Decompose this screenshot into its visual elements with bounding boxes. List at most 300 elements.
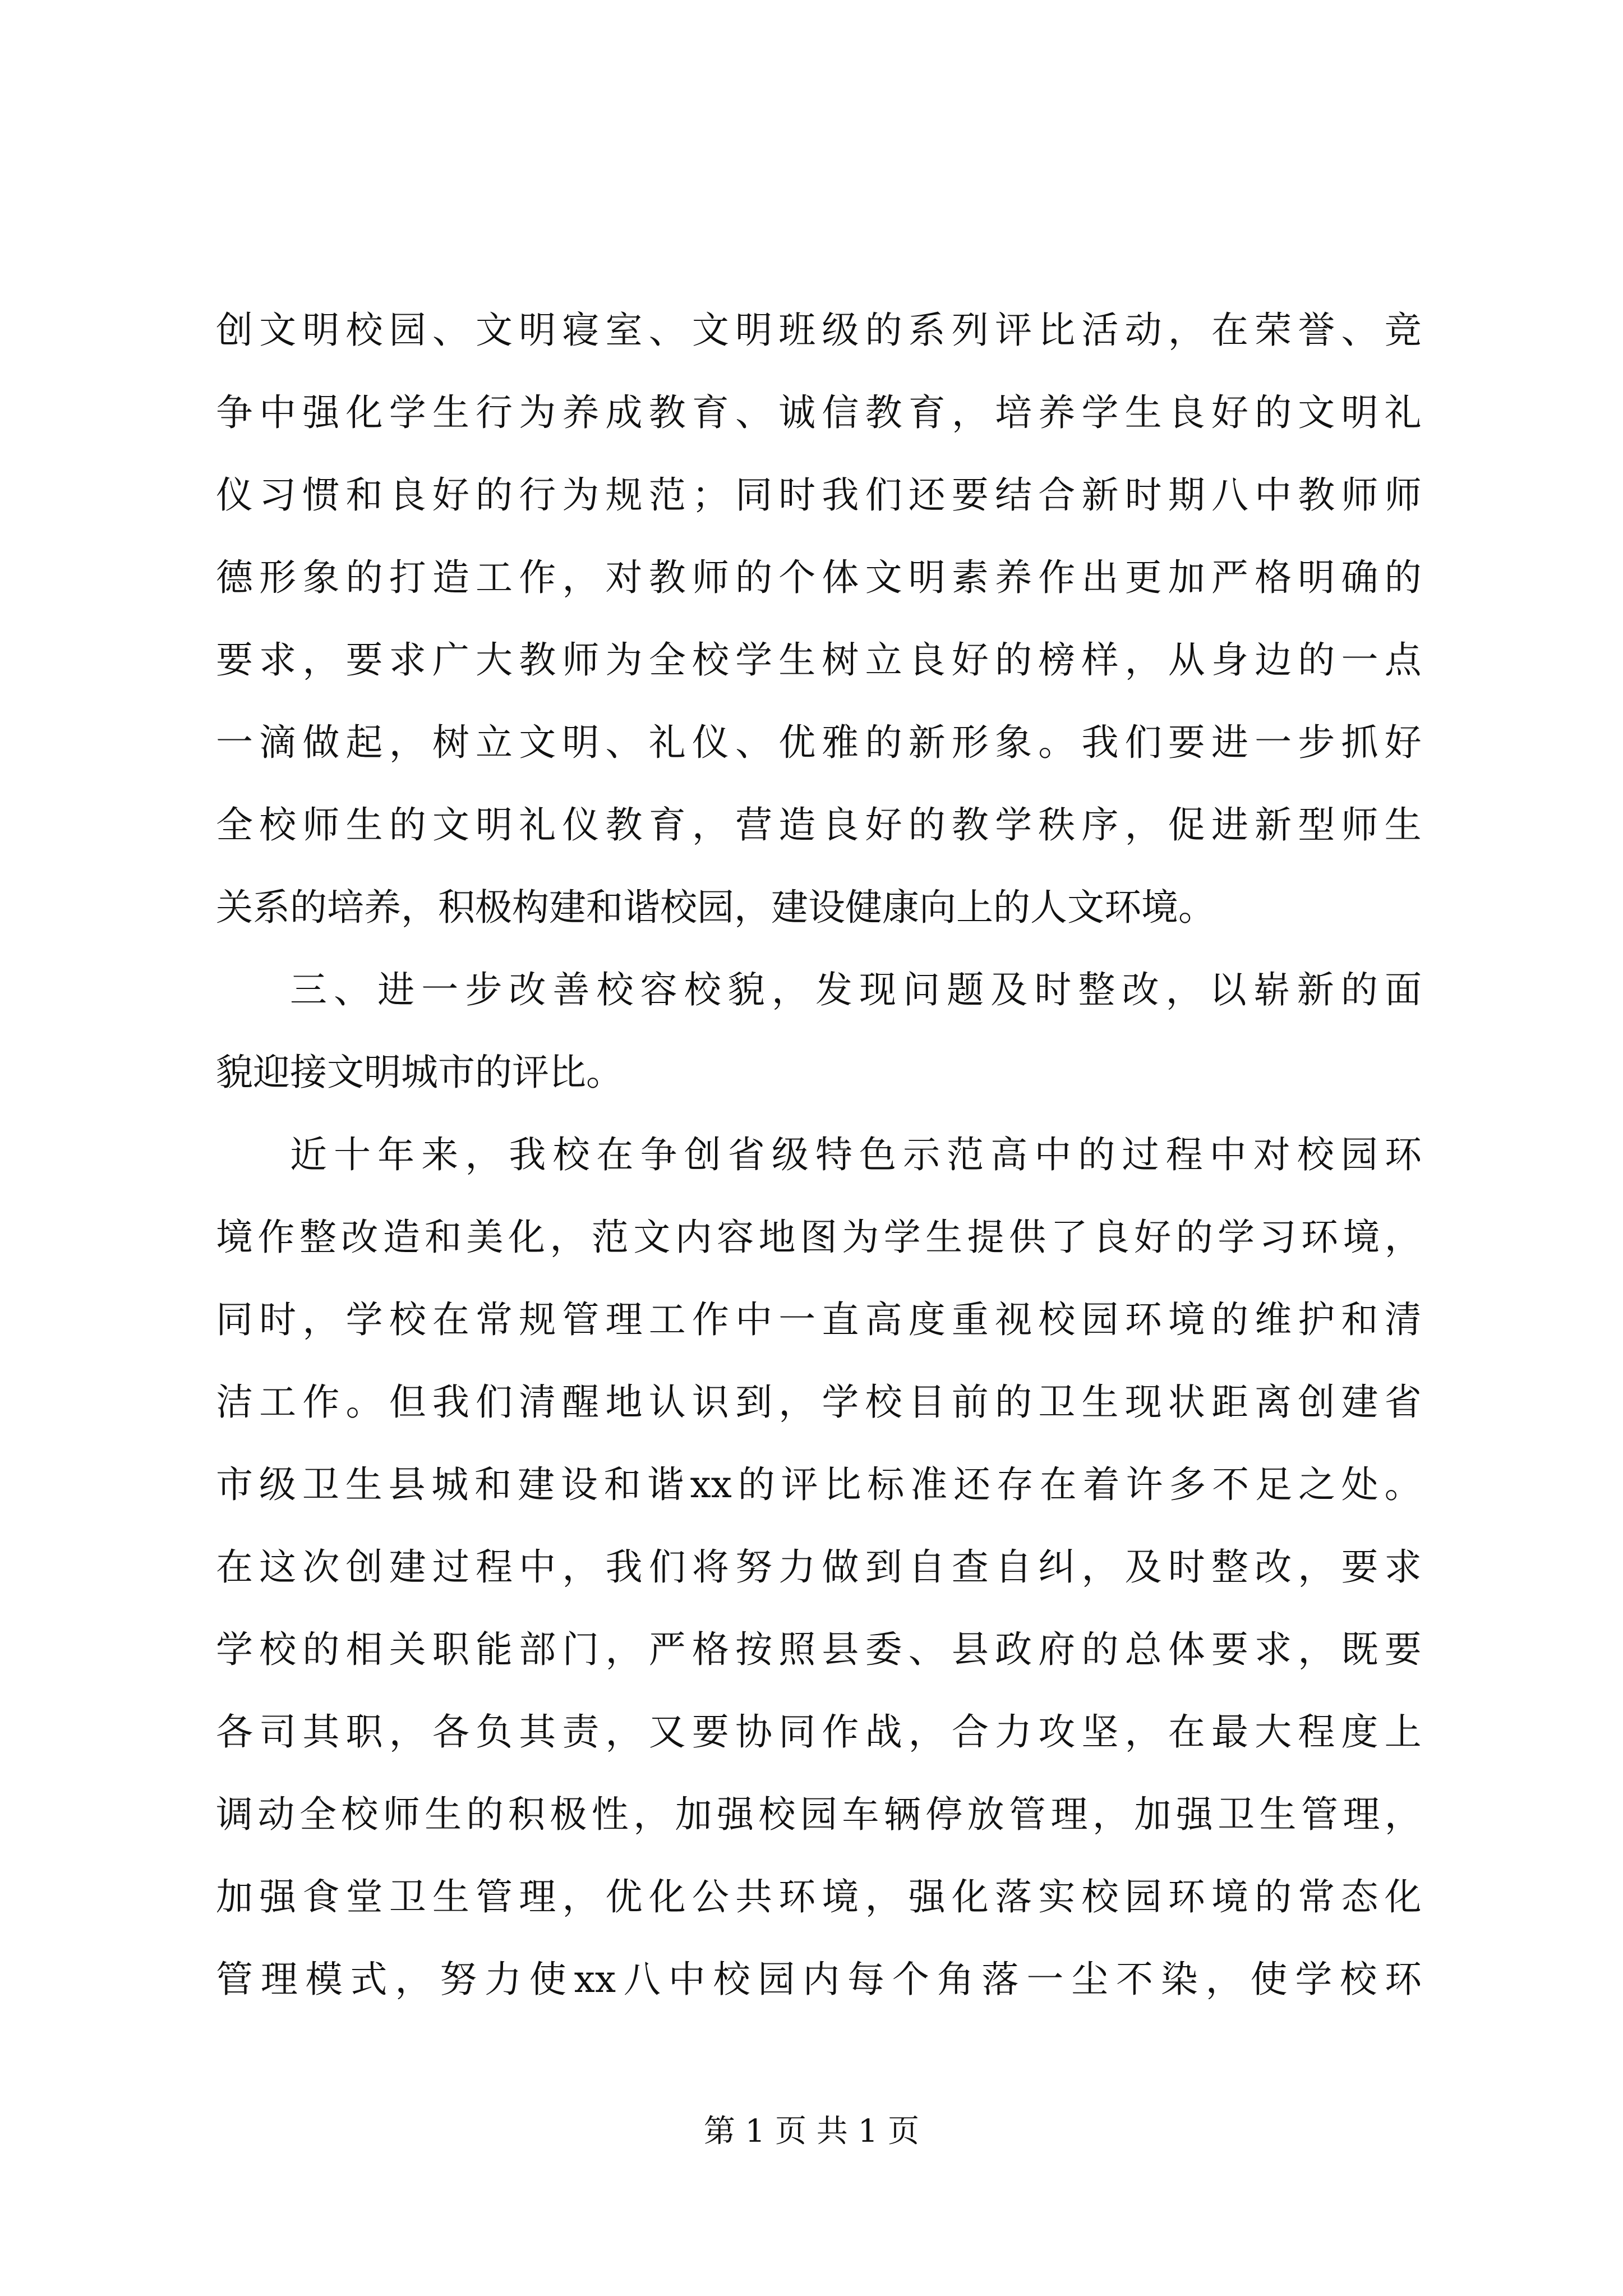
glyph: 习 [1259,1216,1297,1259]
text-line [216,1608,1422,1691]
glyph: 、 [1341,309,1378,352]
glyph: 图 [800,1216,837,1259]
glyph: 积 [508,1793,545,1836]
glyph: 师 [562,638,600,682]
glyph: 堂 [345,1875,383,1918]
glyph: 文 [259,309,297,352]
glyph: 为 [562,473,600,517]
text-line [216,536,1422,619]
glyph: 状 [1168,1381,1205,1424]
text-line [216,1443,1422,1526]
glyph: 打 [389,556,426,599]
glyph: 理 [1050,1793,1088,1836]
glyph: 好 [1211,391,1248,434]
glyph: ， [562,1545,600,1589]
glyph: ， [605,1710,643,1754]
glyph: 卫 [1218,1793,1255,1836]
glyph: 改 [1122,968,1159,1011]
glyph: 促 [1168,803,1205,846]
glyph: 洁 [216,1381,253,1424]
glyph: 县 [951,1628,989,1671]
glyph: 在 [216,1545,253,1589]
glyph: 理 [605,1298,643,1341]
glyph: 们 [865,473,902,517]
glyph: 存 [996,1463,1034,1506]
glyph: 理 [519,1875,556,1918]
glyph: 营 [735,803,773,846]
glyph: 努 [440,1958,477,2001]
glyph: ， [1081,1545,1119,1589]
glyph: 边 [1255,638,1292,682]
glyph: 起 [345,721,383,764]
glyph: ， [908,1710,946,1754]
glyph: 生 [1384,803,1422,846]
glyph: 、 [605,721,643,764]
glyph: 生 [1259,1793,1297,1836]
glyph: 抓 [1341,721,1378,764]
glyph: ， [389,721,426,764]
glyph: 八 [1211,473,1248,517]
glyph: 县 [822,1628,859,1671]
glyph: 。 [1038,721,1076,764]
glyph: 处 [1341,1463,1378,1506]
glyph: 明 [1298,556,1335,599]
glyph: 度 [908,1298,946,1341]
glyph: 校 [713,1958,750,2001]
glyph: 求 [389,638,426,682]
glyph: 建 [1341,1381,1378,1424]
glyph: 政 [995,1628,1032,1671]
text-line [216,1278,1422,1361]
glyph: ， [771,968,809,1011]
glyph: 各 [216,1710,253,1754]
glyph: xx [690,1463,732,1506]
glyph: 发 [815,968,852,1011]
glyph: 力 [484,1958,522,2001]
glyph: 设 [560,1463,598,1506]
glyph: 时 [259,1298,297,1341]
glyph: 文 [476,309,513,352]
glyph: 严 [648,1628,686,1671]
glyph: 和 [425,1216,462,1259]
glyph: 校 [596,968,634,1011]
glyph: 色 [859,1133,897,1176]
text-line [216,1856,1422,1938]
glyph: 的 [466,1793,504,1836]
glyph: 要 [1341,1545,1378,1589]
glyph: 高 [865,1298,902,1341]
glyph: 标 [867,1463,905,1506]
glyph: 共 [735,1875,773,1918]
glyph: 能 [476,1628,513,1671]
glyph: 面 [1384,968,1422,1011]
glyph: 但 [389,1381,426,1424]
glyph: 生 [432,391,469,434]
glyph: 部 [519,1628,556,1671]
glyph: 总 [1124,1628,1162,1671]
text-line [216,1361,1422,1443]
glyph: 落 [995,1875,1032,1918]
glyph: 型 [1298,803,1335,846]
glyph: 新 [1297,968,1334,1011]
glyph: 目 [908,1381,946,1424]
glyph: 为 [842,1216,879,1259]
glyph: 合 [1038,473,1076,517]
glyph: 步 [465,968,502,1011]
glyph: ， [1298,1545,1335,1589]
glyph: 维 [1255,1298,1292,1341]
glyph: 滴 [259,721,297,764]
glyph: 又 [648,1710,686,1754]
glyph: 整 [1211,1545,1248,1589]
glyph: 职 [345,1710,383,1754]
glyph: 的 [1081,1628,1119,1671]
glyph: 师 [1341,803,1378,846]
glyph: 境 [1168,1298,1205,1341]
glyph: 校 [865,1381,902,1424]
glyph: 造 [778,803,816,846]
glyph: 三 [290,968,327,1011]
glyph: 全 [299,1793,336,1836]
glyph: 强 [717,1793,754,1836]
glyph: 求 [1384,1545,1422,1589]
glyph: 善 [552,968,590,1011]
glyph: 查 [951,1545,989,1589]
glyph: 式 [350,1958,388,2001]
glyph: 染 [1160,1958,1198,2001]
glyph: 纠 [1038,1545,1076,1589]
glyph: 学 [389,391,426,434]
glyph: 体 [822,556,859,599]
text-line [216,949,1422,1031]
glyph: 进 [377,968,415,1011]
glyph: ， [395,1958,432,2001]
glyph: 地 [605,1381,643,1424]
glyph: 努 [735,1545,773,1589]
glyph: 谐 [647,1463,684,1506]
glyph: 的 [1211,1298,1248,1341]
glyph: 进 [1211,803,1248,846]
glyph: 养 [1038,391,1076,434]
glyph: 师 [382,1793,420,1836]
glyph: 使 [1250,1958,1288,2001]
glyph: 环 [778,1875,816,1918]
glyph: 学 [995,803,1032,846]
glyph: 全 [216,803,253,846]
glyph: 自 [908,1545,946,1589]
glyph: 体 [1168,1628,1205,1671]
glyph: 合 [951,1710,989,1754]
glyph: 多 [1169,1463,1206,1506]
glyph: ， [1124,1710,1162,1754]
glyph: 的 [865,309,902,352]
glyph: 明 [476,803,513,846]
glyph: 中 [1209,1133,1247,1176]
text-line [216,371,1422,454]
glyph: 榜 [1038,638,1076,682]
text-line [216,1691,1422,1773]
glyph: 省 [727,1133,765,1176]
glyph: 格 [1255,556,1292,599]
glyph: 其 [519,1710,556,1754]
glyph: 其 [302,1710,340,1754]
glyph: 同 [778,1710,816,1754]
glyph: ， [1092,1793,1129,1836]
glyph: 校 [691,638,729,682]
glyph: ， [1384,1793,1422,1836]
glyph: ， [778,1381,816,1424]
glyph: 培 [995,391,1032,434]
glyph: 时 [1168,1545,1205,1589]
text-line [216,1526,1422,1608]
glyph: 要 [1168,721,1205,764]
glyph: 、 [648,309,686,352]
glyph: 化 [648,1875,686,1918]
glyph: 诚 [778,391,816,434]
glyph: 力 [778,1545,816,1589]
glyph: 校 [341,1793,379,1836]
glyph: 到 [735,1381,773,1424]
glyph: 这 [259,1545,297,1589]
glyph: 惯 [302,473,340,517]
glyph: ， [302,638,340,682]
glyph: ， [951,391,989,434]
glyph: 工 [476,556,513,599]
glyph: 提 [967,1216,1004,1259]
glyph: 要 [951,473,989,517]
glyph: 园 [800,1793,837,1836]
glyph: 个 [892,1958,929,2001]
glyph: 生 [1081,1381,1119,1424]
glyph: 序 [1081,803,1119,846]
glyph: 化 [1384,1875,1422,1918]
glyph: 良 [389,473,426,517]
glyph: 的 [302,1628,340,1671]
glyph: 学 [822,1381,859,1424]
glyph: 醒 [562,1381,600,1424]
glyph: 级 [822,309,859,352]
glyph: 视 [995,1298,1032,1341]
glyph: 整 [1078,968,1115,1011]
glyph: 不 [1212,1463,1249,1506]
glyph: 好 [432,473,469,517]
glyph: 工 [259,1381,297,1424]
glyph: 明 [302,309,340,352]
glyph: 卫 [302,1463,339,1506]
glyph: 作 [822,1710,859,1754]
glyph: 食 [302,1875,340,1918]
glyph: 良 [1092,1216,1129,1259]
glyph: 教 [648,391,686,434]
glyph: 比 [824,1463,861,1506]
glyph: 地 [758,1216,796,1259]
glyph: 以 [1209,968,1247,1011]
glyph: 强 [908,1875,946,1918]
glyph: 建 [389,1545,426,1589]
glyph: 养 [995,556,1032,599]
glyph: 供 [1009,1216,1046,1259]
glyph: 最 [1211,1710,1248,1754]
page-footer: 第 1 页 共 1 页 [703,2113,920,2150]
glyph: 整 [299,1216,336,1259]
glyph: 加 [216,1875,253,1918]
glyph: 礼 [1384,391,1422,434]
glyph: 着 [1082,1463,1120,1506]
glyph: 评 [995,309,1032,352]
glyph: 教 [519,638,556,682]
glyph: 为 [519,391,556,434]
glyph: 明 [519,309,556,352]
glyph: 对 [1253,1133,1290,1176]
glyph: 作 [519,556,556,599]
glyph: 要 [216,638,253,682]
glyph: 年 [377,1133,415,1176]
glyph: 一 [778,1298,816,1341]
glyph: 每 [847,1958,885,2001]
glyph: 新 [908,721,946,764]
text-line [216,784,1422,866]
glyph: 责 [562,1710,600,1754]
glyph: 城 [431,1463,469,1506]
glyph: 尘 [1071,1958,1109,2001]
glyph: 委 [865,1628,902,1671]
glyph: 学 [1218,1216,1255,1259]
glyph: 一 [1341,638,1378,682]
glyph: 高 [990,1133,1028,1176]
glyph: 范 [648,473,686,517]
glyph: 中 [259,391,297,434]
glyph: 将 [691,1545,729,1589]
glyph: 规 [519,1298,556,1341]
glyph: 对 [605,556,643,599]
glyph: 八 [623,1958,661,2001]
glyph: 德 [216,556,253,599]
glyph: 学 [345,1298,383,1341]
glyph: 及 [990,968,1028,1011]
glyph: 养 [562,391,600,434]
glyph: 新 [1081,473,1119,517]
glyph: 在 [596,1133,634,1176]
glyph: 争 [640,1133,677,1176]
glyph: 环 [1384,1133,1422,1176]
glyph: 学 [883,1216,921,1259]
glyph: 生 [778,638,816,682]
glyph: 改 [341,1216,379,1259]
glyph: 优 [605,1875,643,1918]
glyph: 作 [257,1216,295,1259]
glyph: 不 [1116,1958,1154,2001]
glyph: 文 [519,721,556,764]
glyph: 环 [1124,1298,1162,1341]
glyph: 生 [1124,391,1162,434]
glyph: 境 [216,1216,253,1259]
text-line [216,1938,1422,2021]
glyph: 树 [822,638,859,682]
glyph: 范 [591,1216,629,1259]
glyph: 要 [1384,1628,1422,1671]
glyph: 象 [302,556,340,599]
glyph: 好 [865,803,902,846]
glyph: 进 [1211,721,1248,764]
glyph: 文 [1298,391,1335,434]
glyph: 改 [509,968,546,1011]
glyph: 室 [605,309,643,352]
glyph: 管 [216,1958,253,2001]
glyph: 化 [345,391,383,434]
glyph: 管 [562,1298,600,1341]
glyph: 同 [216,1298,253,1341]
glyph: 管 [1009,1793,1046,1836]
glyph: 生 [925,1216,963,1259]
glyph: 校 [552,1133,590,1176]
glyph: 落 [981,1958,1019,2001]
glyph: 格 [691,1628,729,1671]
glyph: 的 [865,721,902,764]
glyph: 教 [951,803,989,846]
glyph: 门 [562,1628,600,1671]
glyph: 校 [259,1628,297,1671]
glyph: 的 [1340,968,1378,1011]
glyph: 市 [216,1463,253,1506]
glyph: 级 [771,1133,809,1176]
glyph: 时 [1124,473,1162,517]
glyph: 师 [1384,473,1422,517]
glyph: 放 [967,1793,1004,1836]
glyph: 我 [509,1133,546,1176]
glyph: 示 [903,1133,940,1176]
glyph: 的 [995,1381,1032,1424]
glyph: 省 [1384,1381,1422,1424]
glyph: 大 [1255,1710,1292,1754]
glyph: ， [1165,968,1203,1011]
glyph: 校 [389,1298,426,1341]
glyph: 化 [951,1875,989,1918]
document-body [216,289,1422,2021]
glyph: 校 [1297,1133,1334,1176]
glyph: 列 [951,309,989,352]
glyph: 辆 [883,1793,921,1836]
glyph: 严 [1211,556,1248,599]
glyph: 个 [778,556,816,599]
glyph: 和 [345,473,383,517]
glyph: 们 [1124,721,1162,764]
glyph: 识 [691,1381,729,1424]
glyph: 样 [1081,638,1119,682]
glyph: 近 [290,1133,327,1176]
glyph: 教 [865,391,902,434]
glyph: 作 [691,1298,729,1341]
glyph: 文 [633,1216,671,1259]
glyph: 程 [1298,1710,1335,1754]
text-line [216,289,1422,371]
text-line: 关系的培养，积极构建和谐校园，建设健康向上的人文环境。 [216,886,1215,929]
glyph: 习 [259,473,297,517]
glyph: 竞 [1384,309,1422,352]
glyph: 攻 [1038,1710,1076,1754]
glyph: 校 [758,1793,796,1836]
glyph: 一 [421,968,459,1011]
glyph: 新 [1255,803,1292,846]
glyph: 期 [1168,473,1205,517]
glyph: 、 [334,968,371,1011]
glyph: 和 [474,1463,512,1506]
glyph: 中 [1034,1133,1072,1176]
glyph: 十 [334,1133,371,1176]
glyph: 教 [605,803,643,846]
glyph: 足 [1255,1463,1293,1506]
glyph: 优 [778,721,816,764]
glyph: 中 [735,1298,773,1341]
